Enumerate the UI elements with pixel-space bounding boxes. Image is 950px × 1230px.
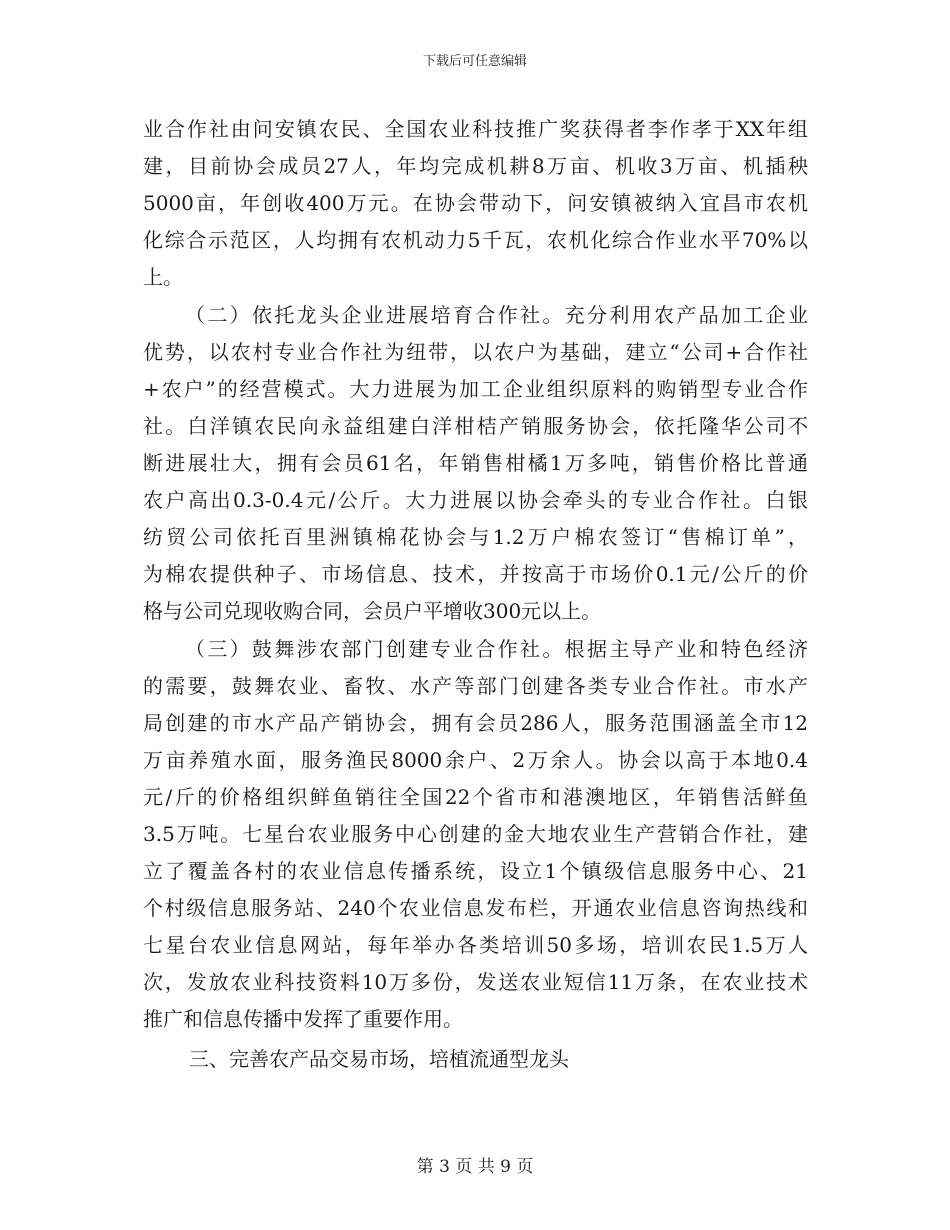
text-line: 的需要，鼓舞农业、畜牧、水产等部门创建各类专业合作社。市水产 bbox=[143, 674, 808, 698]
text-line: 农户高出0.3-0.4元/公斤。大力进展以协会牵头的专业合作社。白银 bbox=[143, 488, 808, 512]
text-line: 3.5万吨。七星台农业服务中心创建的金大地农业生产营销合作社，建 bbox=[143, 822, 808, 846]
text-line: 为棉农提供种子、市场信息、技术，并按高于市场价0.1元/公斤的价 bbox=[143, 562, 808, 586]
text-line: （二）依托龙头企业进展培育合作社。充分利用农产品加工企业 bbox=[185, 303, 808, 327]
text-line: 业合作社由问安镇农民、全国农业科技推广奖获得者李作孝于XX年组 bbox=[143, 117, 808, 141]
text-line: 七星台农业信息网站，每年举办各类培训50多场，培训农民1.5万人 bbox=[143, 933, 808, 957]
text-line: 立了覆盖各村的农业信息传播系统，设立1个镇级信息服务中心、21 bbox=[143, 859, 808, 883]
text-line: 格与公司兑现收购合同，会员户平增收300元以上。 bbox=[143, 599, 602, 623]
paragraph-3 bbox=[143, 631, 808, 1038]
text-line: 上。 bbox=[143, 265, 183, 289]
text-line: 5000亩，年创收400万元。在协会带动下，问安镇被纳入宜昌市农机 bbox=[143, 191, 808, 215]
text-line: 纺贸公司依托百里洲镇棉花协会与1.2万户棉农签订“售棉订单”， bbox=[143, 525, 808, 549]
paragraph-2 bbox=[143, 297, 808, 630]
page-number: 第 3 页 共 9 页 bbox=[416, 1157, 534, 1177]
section-heading: 三、完善农产品交易市场，培植流通型龙头 bbox=[189, 1047, 569, 1071]
text-line: 局创建的市水产品产销协会，拥有会员286人，服务范围涵盖全市12 bbox=[143, 711, 808, 735]
text-line: （三）鼓舞涉农部门创建专业合作社。根据主导产业和特色经济 bbox=[185, 637, 808, 661]
page-header: 下载后可任意编辑 bbox=[422, 54, 527, 69]
text-line: 优势，以农村专业合作社为纽带，以农户为基础，建立“公司+合作社 bbox=[143, 340, 808, 364]
document-body bbox=[143, 111, 808, 1078]
text-line: 社。白洋镇农民向永益组建白洋柑桔产销服务协会，依托隆华公司不 bbox=[143, 414, 808, 438]
text-line: 元/斤的价格组织鲜鱼销往全国22个省市和港澳地区，年销售活鲜鱼 bbox=[143, 785, 808, 809]
text-line: 建，目前协会成员27人，年均完成机耕8万亩、机收3万亩、机插秧 bbox=[143, 154, 808, 178]
text-line: 断进展壮大，拥有会员61名，年销售柑橘1万多吨，销售价格比普通 bbox=[143, 451, 808, 475]
text-line: 推广和信息传播中发挥了重要作用。 bbox=[143, 1007, 463, 1031]
text-line: 万亩养殖水面，服务渔民8000余户、2万余人。协会以高于本地0.4 bbox=[143, 748, 808, 772]
text-line: 个村级信息服务站、240个农业信息发布栏，开通农业信息咨询热线和 bbox=[143, 896, 808, 920]
paragraph-1 bbox=[143, 111, 808, 296]
text-line: +农户”的经营模式。大力进展为加工企业组织原料的购销型专业合作 bbox=[143, 377, 808, 401]
text-line: 次，发放农业科技资料10万多份，发送农业短信11万条，在农业技术 bbox=[143, 970, 808, 994]
text-line: 化综合示范区，人均拥有农机动力5千瓦，农机化综合作业水平70%以 bbox=[143, 228, 808, 252]
